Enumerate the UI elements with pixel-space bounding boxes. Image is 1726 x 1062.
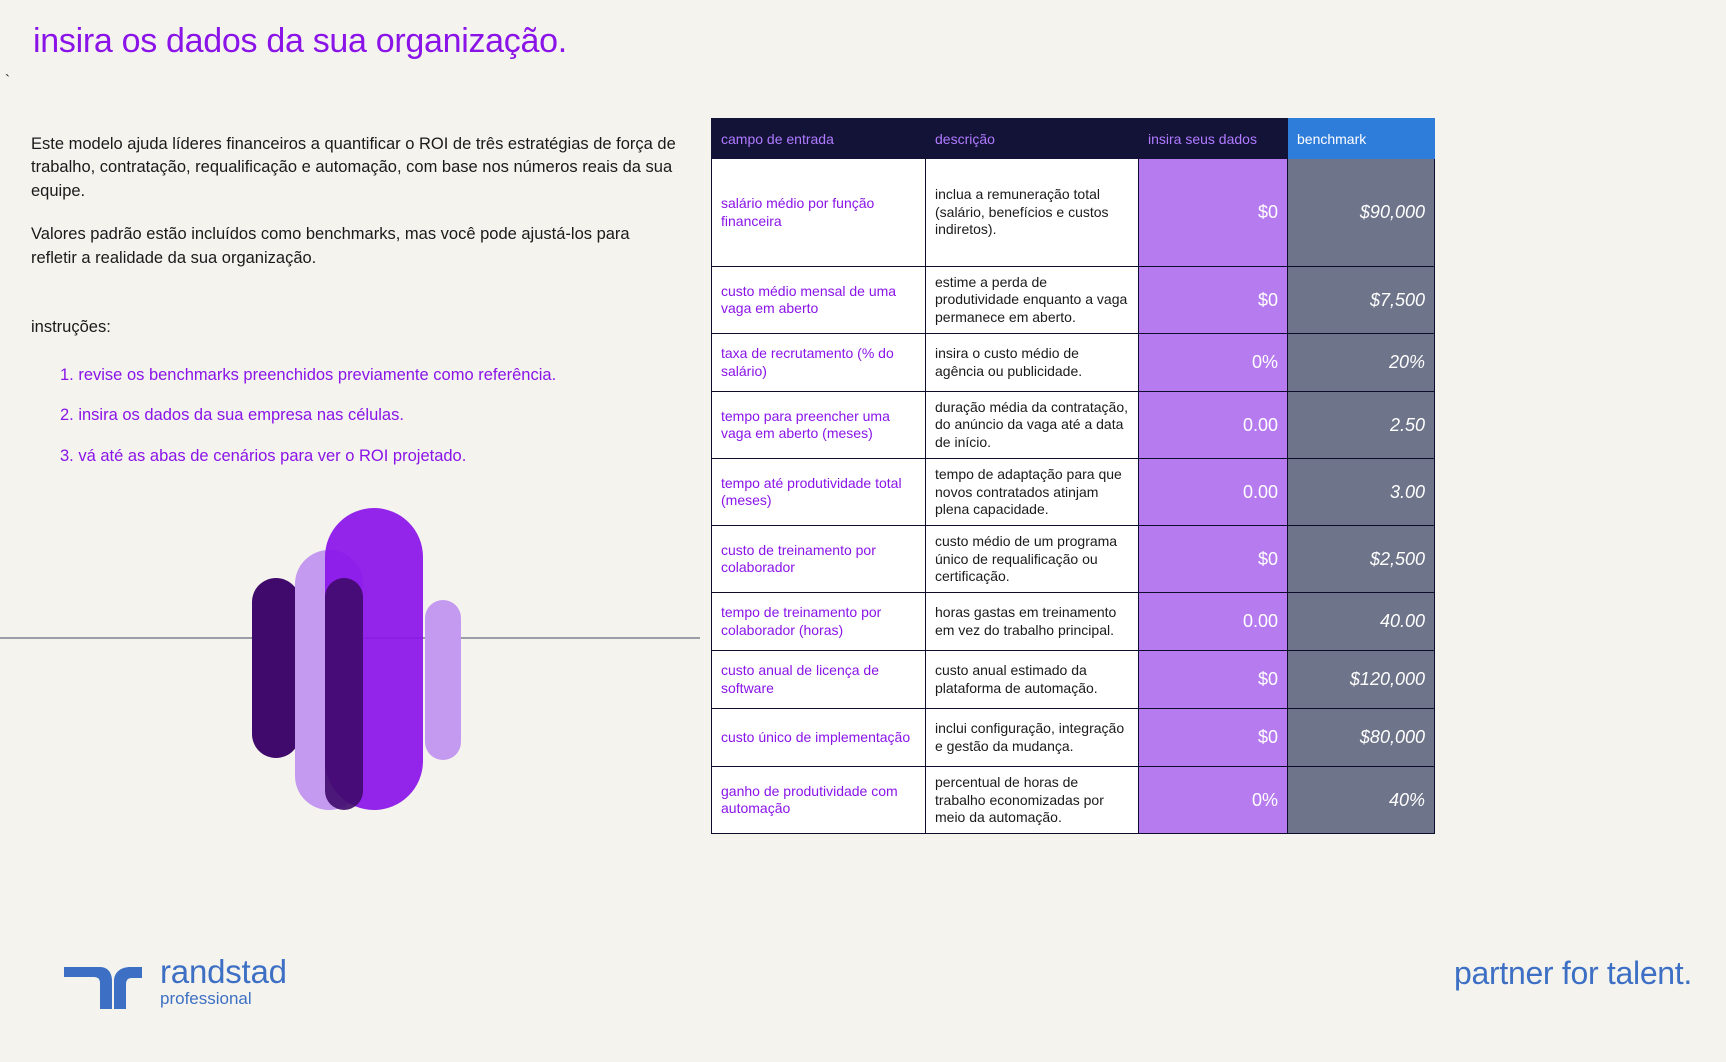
column-header-benchmark[interactable]: benchmark — [1288, 119, 1435, 159]
decor-pill-light-mid — [295, 550, 363, 810]
table-row — [712, 651, 1435, 709]
cell-input-value[interactable]: $0 — [1139, 651, 1288, 709]
cell-field: ganho de produtividade com automação — [712, 767, 926, 834]
cell-field: custo de treinamento por colaborador — [712, 526, 926, 593]
cell-input-value[interactable]: 0% — [1139, 334, 1288, 392]
cell-description: insira o custo médio de agência ou publicidade. — [926, 334, 1139, 392]
cell-field: salário médio por função financeira — [712, 159, 926, 267]
cell-input-value[interactable]: $0 — [1139, 159, 1288, 267]
decor-pill-light-right — [425, 600, 461, 760]
table-row — [712, 459, 1435, 526]
cell-description: tempo de adaptação para que novos contratados atinjam plena capacidade. — [926, 459, 1139, 526]
cell-benchmark-value[interactable]: 2.50 — [1288, 392, 1435, 459]
cell-input-value[interactable]: 0.00 — [1139, 392, 1288, 459]
cell-benchmark-value[interactable]: 40.00 — [1288, 593, 1435, 651]
cell-input-value[interactable]: 0.00 — [1139, 459, 1288, 526]
column-header-input[interactable]: insira seus dados — [1139, 119, 1288, 159]
cell-description: estime a perda de produtividade enquanto a vaga permanece em aberto. — [926, 267, 1139, 334]
stray-backtick-mark: ` — [5, 72, 10, 89]
instructions-label: instruções: — [31, 318, 111, 336]
table-header-row — [712, 119, 1435, 159]
cell-description: inclui configuração, integração e gestão da mudança. — [926, 709, 1139, 767]
instructions-list — [60, 365, 680, 486]
instruction-item-2: 2. insira os dados da sua empresa nas células. — [60, 406, 404, 425]
cell-field: taxa de recrutamento (% do salário) — [712, 334, 926, 392]
cell-benchmark-value[interactable]: 40% — [1288, 767, 1435, 834]
brand-subname: professional — [160, 989, 252, 1008]
cell-benchmark-value[interactable]: 20% — [1288, 334, 1435, 392]
cell-benchmark-value[interactable]: $80,000 — [1288, 709, 1435, 767]
column-header-field[interactable]: campo de entrada — [712, 119, 926, 159]
table-row — [712, 159, 1435, 267]
cell-description: percentual de horas de trabalho economizadas por meio da automação. — [926, 767, 1139, 834]
cell-description: custo médio de um programa único de requalificação ou certificação. — [926, 526, 1139, 593]
cell-input-value[interactable]: $0 — [1139, 267, 1288, 334]
table-row — [712, 709, 1435, 767]
table-row — [712, 392, 1435, 459]
cell-field: custo médio mensal de uma vaga em aberto — [712, 267, 926, 334]
cell-field: tempo para preencher uma vaga em aberto (meses) — [712, 392, 926, 459]
instruction-item-3: 3. vá até as abas de cenários para ver o ROI projetado. — [60, 446, 467, 465]
intro-paragraph-1: Este modelo ajuda líderes financeiros a quantificar o ROI de três estratégias de força de trabalho, contratação, requalificação e automação, com base nos números reais da sua equipe. — [31, 135, 676, 200]
decorative-pill-graphic — [0, 490, 700, 810]
cell-description: custo anual estimado da plataforma de automação. — [926, 651, 1139, 709]
cell-field: custo único de implementação — [712, 709, 926, 767]
cell-description: horas gastas em treinamento em vez do trabalho principal. — [926, 593, 1139, 651]
cell-benchmark-value[interactable]: 3.00 — [1288, 459, 1435, 526]
table-row — [712, 593, 1435, 651]
cell-field: tempo até produtividade total (meses) — [712, 459, 926, 526]
table-row — [712, 767, 1435, 834]
decor-pill-dark-overlap — [325, 578, 363, 810]
randstad-wordmark — [160, 955, 287, 1007]
table-row — [712, 267, 1435, 334]
cell-input-value[interactable]: $0 — [1139, 709, 1288, 767]
randstad-logo — [62, 955, 287, 1013]
instruction-item-1: 1. revise os benchmarks preenchidos previamente como referência. — [60, 366, 557, 384]
randstad-mark-icon — [62, 963, 144, 1013]
cell-benchmark-value[interactable]: $2,500 — [1288, 526, 1435, 593]
cell-description: inclua a remuneração total (salário, benefícios e custos indiretos). — [926, 159, 1139, 267]
table-row — [712, 334, 1435, 392]
tagline: partner for talent. — [1454, 955, 1692, 991]
page-title: insira os dados da sua organização. — [33, 22, 567, 60]
cell-input-value[interactable]: 0.00 — [1139, 593, 1288, 651]
decor-pill-bright — [325, 508, 423, 810]
decor-pill-dark-left — [252, 578, 300, 758]
column-header-description[interactable]: descrição — [926, 119, 1139, 159]
input-data-table — [711, 118, 1435, 834]
cell-input-value[interactable]: 0% — [1139, 767, 1288, 834]
cell-benchmark-value[interactable]: $90,000 — [1288, 159, 1435, 267]
cell-description: duração média da contratação, do anúncio da vaga até a data de início. — [926, 392, 1139, 459]
cell-field: custo anual de licença de software — [712, 651, 926, 709]
table-row — [712, 526, 1435, 593]
intro-text-block — [31, 133, 679, 270]
cell-field: tempo de treinamento por colaborador (horas) — [712, 593, 926, 651]
brand-name: randstad — [160, 953, 287, 990]
cell-benchmark-value[interactable]: $120,000 — [1288, 651, 1435, 709]
cell-benchmark-value[interactable]: $7,500 — [1288, 267, 1435, 334]
intro-paragraph-2: Valores padrão estão incluídos como benchmarks, mas você pode ajustá-los para refletir a realidade da sua organização. — [31, 225, 630, 267]
cell-input-value[interactable]: $0 — [1139, 526, 1288, 593]
